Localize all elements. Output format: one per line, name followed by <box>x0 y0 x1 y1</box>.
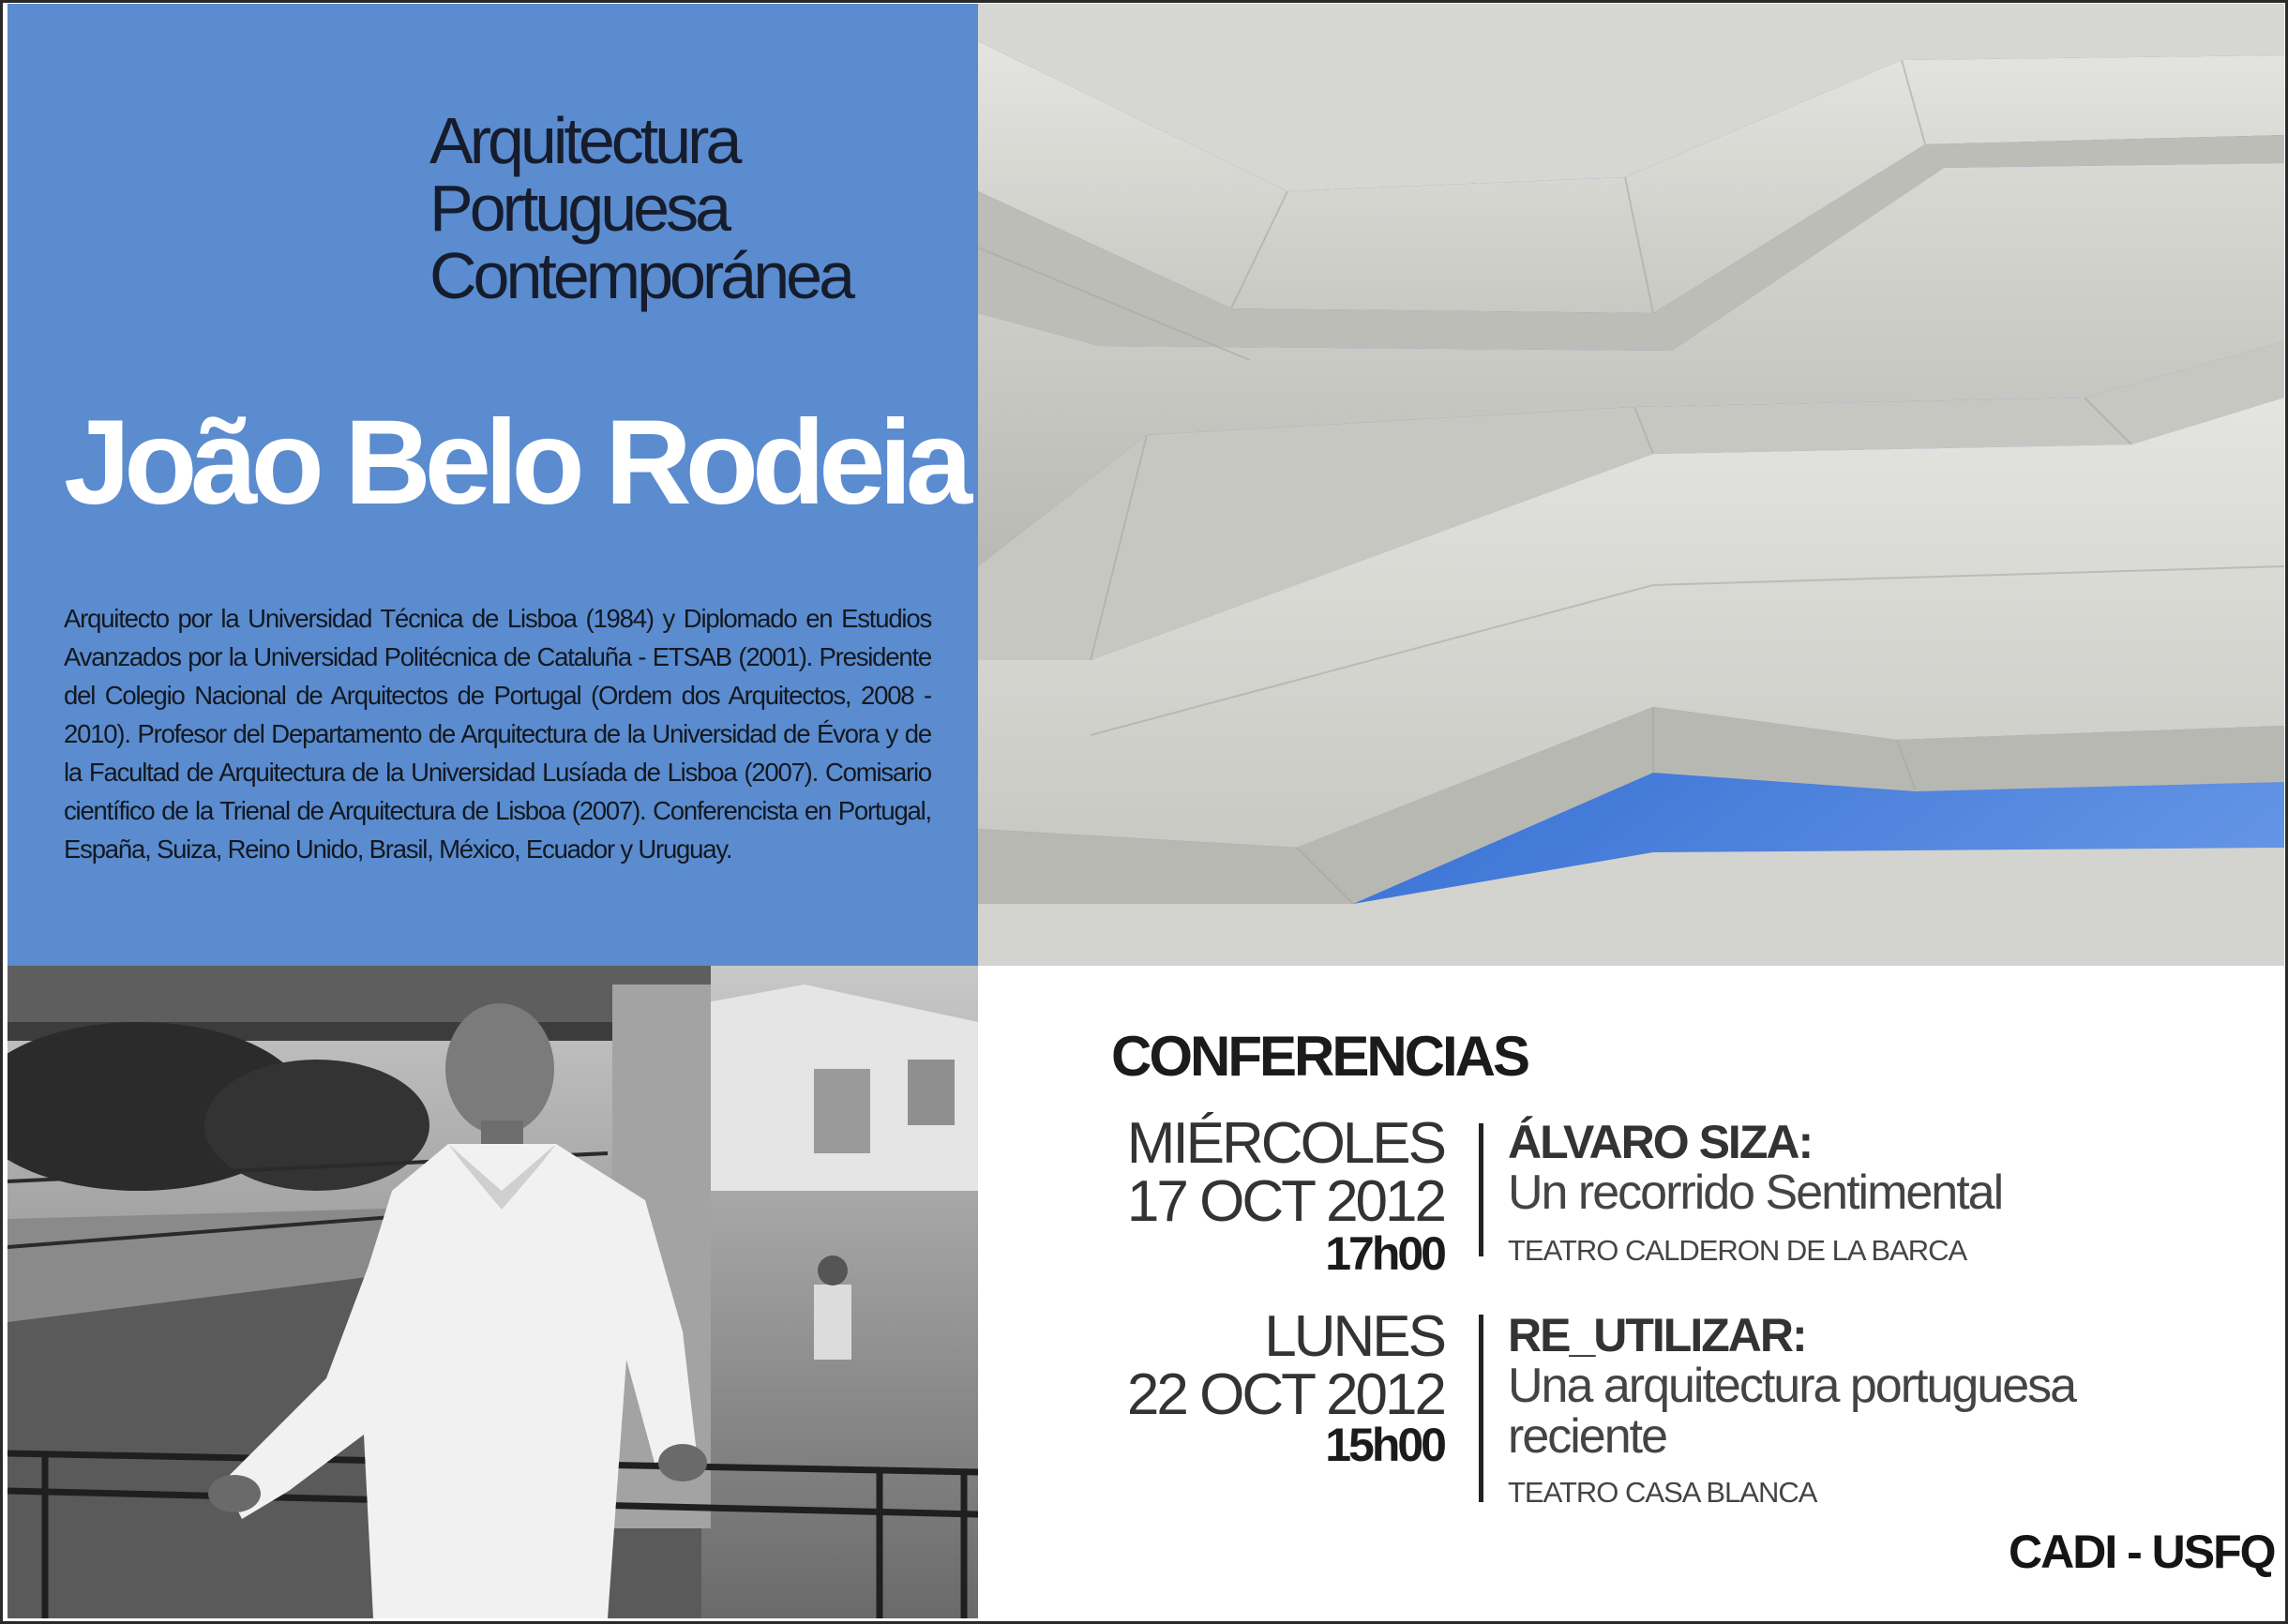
event-1-talk-subtitle: Un recorrido Sentimental <box>1508 1165 2003 1220</box>
event-2-talk-subtitle-line-1: Una arquitectura portuguesa <box>1508 1359 2076 1413</box>
organizer-label: CADI - USFQ <box>2009 1526 2275 1578</box>
event-1-talk-title: ÁLVARO SIZA: <box>1508 1116 1813 1168</box>
event-1-venue: TEATRO CALDERON DE LA BARCA <box>1508 1234 1967 1267</box>
event-2-talk-subtitle-line-2: reciente <box>1508 1409 1666 1464</box>
architecture-photo <box>978 4 2284 966</box>
speaker-bio: Arquitecto por la Universidad Técnica de Lisboa (1984) y Diplomado en Estudios Avanzados por la Universidad Politécnica de Cataluña - ETSAB (2001). Presidente del Colegio Nacional de Arquitectos de Portugal (Ordem dos Arquitectos, 2008 - 2010). Profesor del Departamento de Arquitectura de la Universidad de Évora y de la Facultad de Arquitectura de la Universidad Lusíada de Lisboa (2007). Comisario científico de la Trienal de Arquitectura de Lisboa (2007). Conferencista en Portugal, España, Suiza, Reino Unido, Brasil, México, Ecuador y Uruguay. <box>64 604 931 864</box>
series-title-line-3: Contemporánea <box>429 239 851 312</box>
event-2-talk-title: RE_UTILIZAR: <box>1508 1309 1806 1361</box>
event-1-divider <box>1479 1123 1483 1256</box>
event-2-venue: TEATRO CASA BLANCA <box>1508 1476 1817 1509</box>
event-2-time: 15h00 <box>1325 1419 1444 1471</box>
event-2-day: LUNES <box>1264 1304 1444 1369</box>
event-1-date: 17 OCT 2012 <box>1126 1169 1444 1234</box>
series-title-line-2: Portuguesa <box>429 172 729 245</box>
event-1-day: MIÉRCOLES <box>1126 1111 1444 1176</box>
speaker-portrait-photo <box>8 966 978 1618</box>
conferences-heading: CONFERENCIAS <box>1111 1025 1528 1088</box>
series-title-line-1: Arquitectura <box>429 104 739 177</box>
event-2-date: 22 OCT 2012 <box>1126 1362 1444 1427</box>
speaker-name: João Belo Rodeia <box>64 396 966 530</box>
event-2-divider <box>1479 1315 1483 1502</box>
event-1-time: 17h00 <box>1325 1227 1444 1280</box>
info-panel <box>8 4 978 966</box>
series-title <box>429 104 851 312</box>
